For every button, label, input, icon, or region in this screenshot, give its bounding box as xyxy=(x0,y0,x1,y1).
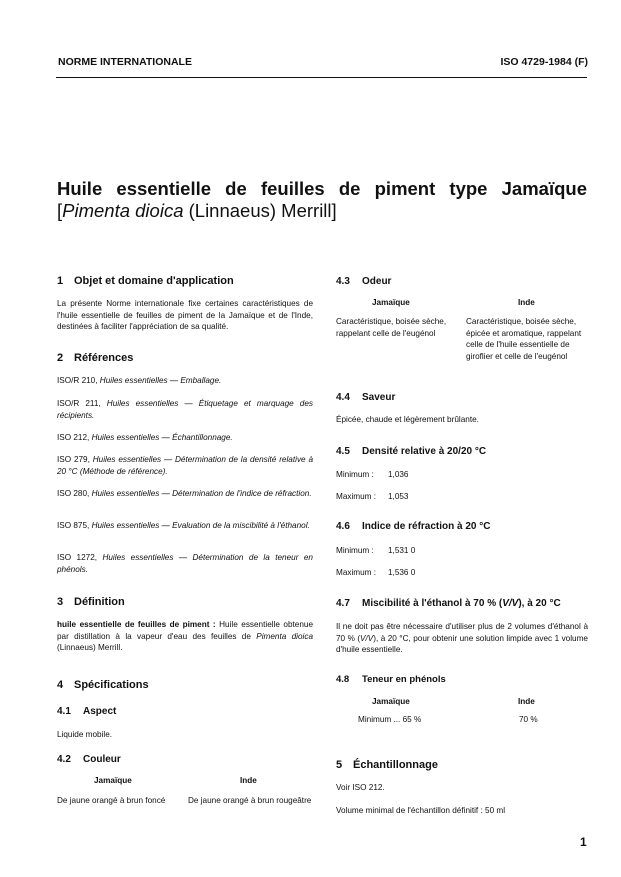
section-1-body: La présente Norme internationale fixe certaines caractéristiques de l'huile essentielle de feuilles de piment de la Jamaïque et de l'Inde, destinées à faciliter l'appréciation de sa qualité. xyxy=(57,299,313,332)
colour-value-india: De jaune orangé à brun rougeâtre xyxy=(188,796,312,805)
reference-item: ISO/R 211, Huiles essentielles — Étiquetage et marquage des récipients. xyxy=(57,399,314,420)
section-4-1-body: Liquide mobile. xyxy=(57,730,113,739)
odour-value-india: Caractéristique, boisée sèche, épicée et aromatique, rappelant celle de l'huile essentielle de giroflier et celle de l'eugénol xyxy=(466,317,582,361)
header-standard-number: ISO 4729-1984 (F) xyxy=(500,56,588,68)
section-5-line1: Voir ISO 212. xyxy=(336,783,385,792)
reference-item: ISO 1272, Huiles essentielles — Détermination de la teneur en phénols. xyxy=(57,553,313,574)
refraction-min-value: 1,531 0 xyxy=(388,546,416,555)
refraction-max-label: Maximum : xyxy=(336,568,377,577)
reference-item: ISO 280, Huiles essentielles — Détermination de l'indice de réfraction. xyxy=(57,489,312,498)
section-3-heading: 3 Définition xyxy=(57,596,125,608)
section-4-4-body: Épicée, chaude et légèrement brûlante. xyxy=(336,415,479,424)
section-4-3-heading: 4.3 Odeur xyxy=(336,276,392,287)
section-5-heading: 5 Échantillonnage xyxy=(336,759,438,771)
section-4-heading: 4 Spécifications xyxy=(57,679,149,691)
section-4-7-body: Il ne doit pas être nécessaire d'utiliser plus de 2 volumes d'éthanol à 70 % (V/V), à 20 °C, pour obtenir une solution limpide avec 1 volume d'huile essentielle. xyxy=(336,622,588,655)
document-title: Huile essentielle de feuilles de piment type Jamaïque xyxy=(57,178,587,199)
header-standard-type: NORME INTERNATIONALE xyxy=(58,56,192,68)
section-4-5-heading: 4.5 Densité relative à 20/20 °C xyxy=(336,446,487,457)
phenols-col-india: Inde xyxy=(518,697,535,706)
reference-item: ISO 279, Huiles essentielles — Détermination de la densité relative à 20 °C (Méthode de référence). xyxy=(57,455,313,476)
section-2-heading: 2 Références xyxy=(57,352,134,364)
refraction-min-label: Minimum : xyxy=(336,546,374,555)
odour-col-jamaica: Jamaïque xyxy=(372,298,410,307)
defined-term: huile essentielle de feuilles de piment : xyxy=(57,620,216,629)
refraction-max-value: 1,536 0 xyxy=(388,568,416,577)
page-number: 1 xyxy=(580,835,587,849)
density-max-value: 1,053 xyxy=(388,492,409,501)
document-subtitle: [Pimenta dioica (Linnaeus) Merrill] xyxy=(57,200,337,221)
density-min-label: Minimum : xyxy=(336,470,374,479)
phenols-col-jamaica: Jamaïque xyxy=(372,697,410,706)
section-4-7-heading: 4.7 Miscibilité à l'éthanol à 70 % (V/V), à 20 °C xyxy=(336,598,561,609)
reference-item: ISO/R 210, Huiles essentielles — Emballage. xyxy=(57,376,222,385)
section-4-4-heading: 4.4 Saveur xyxy=(336,392,396,403)
section-4-6-heading: 4.6 Indice de réfraction à 20 °C xyxy=(336,521,491,532)
section-1-heading: 1 Objet et domaine d'application xyxy=(57,275,234,287)
reference-item: ISO 875, Huiles essentielles — Evaluation de la miscibilité à l'éthanol. xyxy=(57,521,310,530)
section-4-8-heading: 4.8 Teneur en phénols xyxy=(336,674,446,685)
header-rule xyxy=(56,77,587,78)
colour-value-jamaica: De jaune orangé à brun foncé xyxy=(57,796,166,805)
section-4-1-heading: 4.1 Aspect xyxy=(57,706,117,717)
section-3-body: huile essentielle de feuilles de piment : Huile essentielle obtenue par distillation à la vapeur d'eau des feuilles de Pimenta dioica (Linnaeus) Merrill. xyxy=(57,620,314,653)
species-name: Pimenta dioica xyxy=(62,200,184,221)
phenols-value-india: 70 % xyxy=(519,715,538,724)
odour-col-india: Inde xyxy=(518,298,535,307)
phenols-value-jamaica: Minimum ... 65 % xyxy=(358,715,422,724)
odour-value-jamaica: Caractéristique, boisée sèche, rappelant celle de l'eugénol xyxy=(336,317,447,338)
reference-item: ISO 212, Huiles essentielles — Échantillonnage. xyxy=(57,433,233,442)
colour-col-jamaica: Jamaïque xyxy=(94,776,132,785)
density-min-value: 1,036 xyxy=(388,470,409,479)
section-4-2-heading: 4.2 Couleur xyxy=(57,754,121,765)
section-5-line2: Volume minimal de l'échantillon définitif : 50 ml xyxy=(336,806,506,815)
density-max-label: Maximum : xyxy=(336,492,377,501)
colour-col-india: Inde xyxy=(240,776,257,785)
